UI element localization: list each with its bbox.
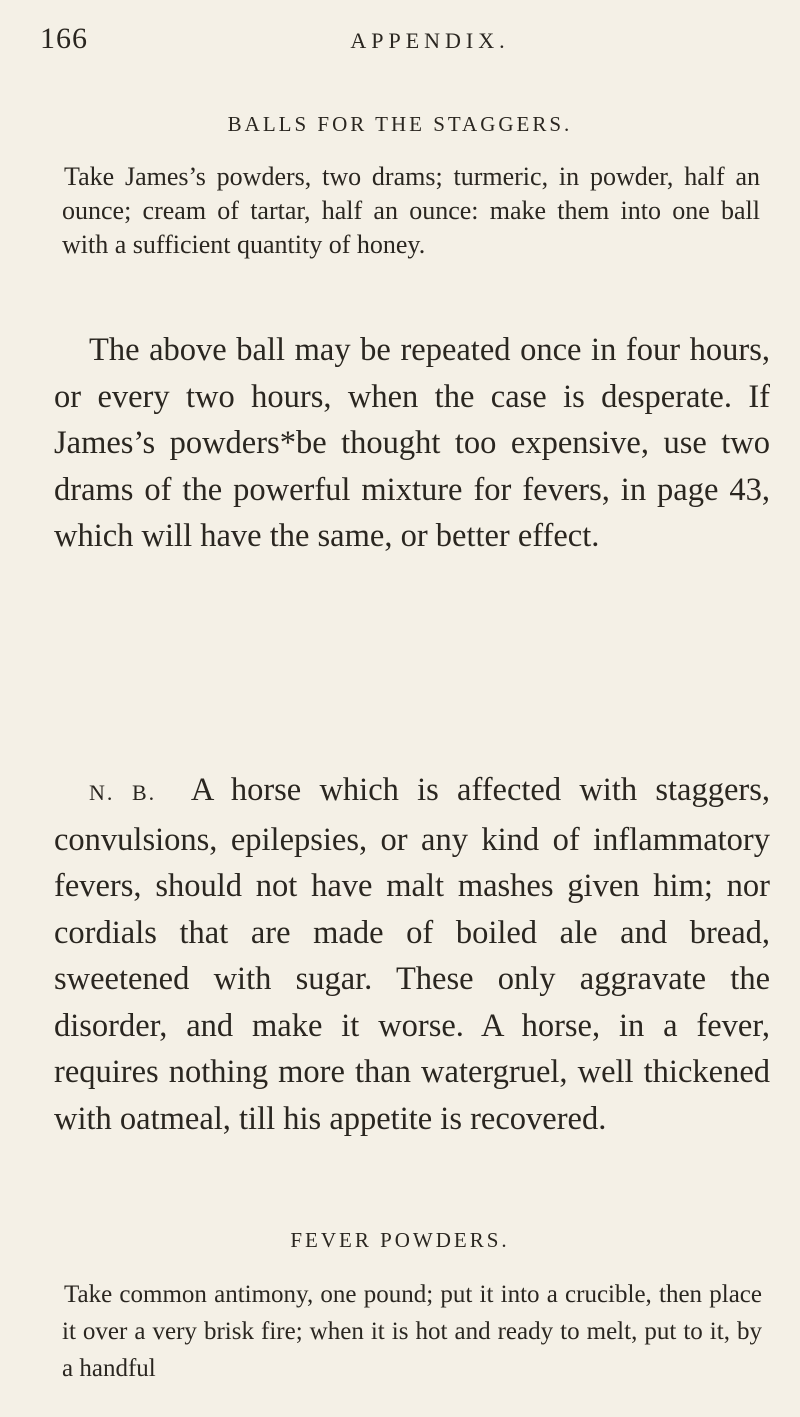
running-head: APPENDIX.	[350, 28, 510, 53]
page-number: 166	[40, 22, 88, 55]
section-heading-balls-for-staggers: BALLS FOR THE STAGGERS.	[227, 112, 573, 136]
recipe-balls-for-staggers: Take James’s powders, two drams; turmeric, in powder, half an ounce; cream of tartar, half an ounce: make them into one ball with a sufficient quantity of honey.	[62, 162, 760, 259]
nota-bene-label: N. B.	[89, 780, 157, 805]
section-heading-fever-powders: FEVER POWDERS.	[290, 1228, 510, 1252]
page-header	[40, 22, 760, 72]
recipe-fever-powders: Take common antimony, one pound; put it into a crucible, then place it over a very brisk fire; when it is hot and ready to melt, put to it, by a handful	[62, 1281, 762, 1382]
nota-bene-text: A horse which is affected with staggers, convulsions, epilepsies, or any kind of inflammatory fevers, should not have malt mashes given him; nor cordials that are made of boiled ale and bread, sweetened with sugar. These only aggravate the disorder, and make it worse. A horse, in a fever, requires nothing more than watergruel, well thickened with oatmeal, till his appetite is recovered.	[54, 772, 770, 1137]
dosage-paragraph: The above ball may be repeated once in four hours, or every two hours, when the case is desperate. If James’s powders*be thought too expensive, use two drams of the powerful mixture for fevers, in page 43, which will have the same, or better effect.	[54, 332, 770, 554]
nota-bene-paragraph	[54, 767, 770, 1142]
